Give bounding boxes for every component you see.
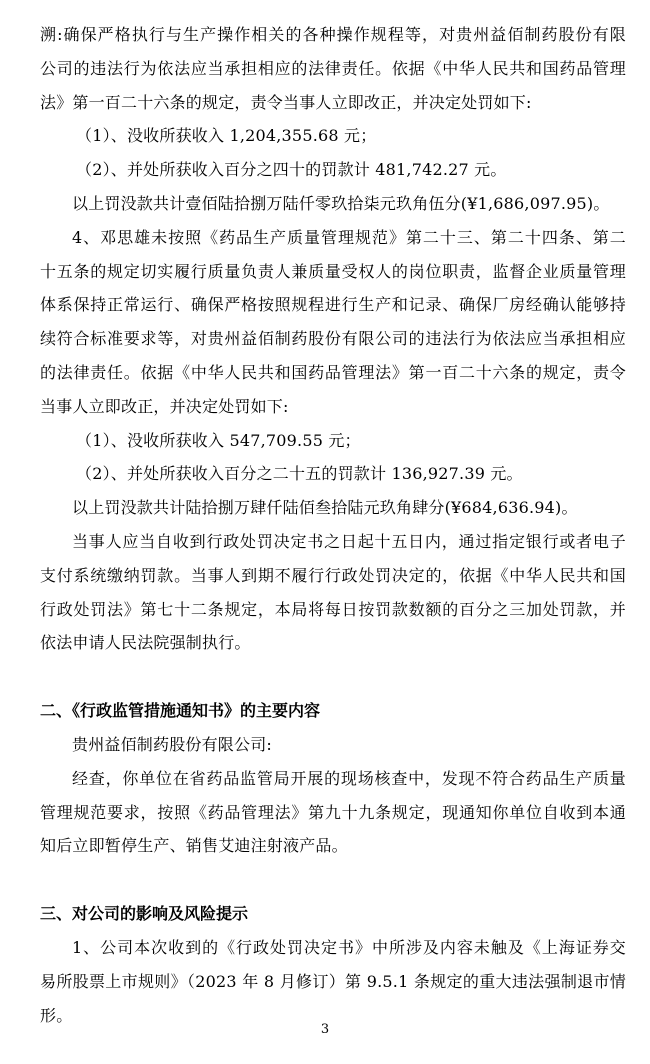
- body-line: 依法申请人民法院强制执行。: [40, 633, 251, 653]
- penalty-item-2: （2）、并处所获收入百分之四十的罚款计 481,742.27 元。: [76, 160, 507, 180]
- section-heading: 三、对公司的影响及风险提示: [40, 904, 249, 924]
- body-line: 经查，你单位在省药品监管局开展的现场核查中，发现不符合药品生产质量: [72, 768, 626, 788]
- body-line: 溯:确保严格执行与生产操作相关的各种操作规程等，对贵州益佰制药股份有限: [40, 25, 626, 44]
- body-line: 1、公司本次收到的《行政处罚决定书》中所涉及内容未触及《上海证券交: [72, 937, 626, 957]
- penalty-total: 以上罚没款共计壹佰陆拾捌万陆仟零玖拾柒元玖角伍分(¥1,686,097.95)。: [72, 193, 610, 213]
- body-line: 体系保持正常运行、确保严格按照规程进行生产和记录、确保厂房经确认能够持: [40, 295, 626, 315]
- page-number: 3: [320, 1022, 330, 1037]
- section-heading: 二、《行政监管措施通知书》的主要内容: [40, 701, 321, 721]
- spacer: [40, 863, 626, 897]
- body-line: 行政处罚法》第七十二条规定，本局将每日按罚款数额的百分之三加处罚款，并: [40, 599, 626, 619]
- spacer: [40, 660, 626, 694]
- body-line: 十五条的规定切实履行质量负责人兼质量受权人的岗位职责，监督企业质量管理: [40, 261, 626, 281]
- body-line: 4、邓思雄未按照《药品生产质量管理规范》第二十三、第二十四条、第二: [72, 227, 626, 247]
- body-line: 易所股票上市规则》（2023 年 8 月修订）第 9.5.1 条规定的重大违法强制退市情: [40, 971, 626, 991]
- body-line: 知后立即暂停生产、销售艾迪注射液产品。: [40, 836, 348, 856]
- body-line: 当事人应当自收到行政处罚决定书之日起十五日内，通过指定银行或者电子: [72, 531, 626, 551]
- body-line: 公司的违法行为依法应当承担相应的法律责任。依据《中华人民共和国药品管理: [40, 58, 626, 78]
- body-line: 形。: [40, 1005, 73, 1025]
- body-line: 的法律责任。依据《中华人民共和国药品管理法》第一百二十六条的规定，责令: [40, 362, 626, 382]
- penalty-item-1: （1）、没收所获收入 547,709.55 元；: [76, 430, 361, 450]
- addressee: 贵州益佰制药股份有限公司:: [72, 734, 272, 754]
- document-page: [40, 18, 626, 1032]
- penalty-total: 以上罚没款共计陆拾捌万肆仟陆佰叁拾陆元玖角肆分(¥684,636.94)。: [72, 498, 578, 518]
- penalty-item-1: （1）、没收所获收入 1,204,355.68 元；: [76, 126, 377, 146]
- body-line: 法》第一百二十六条的规定，责令当事人立即改正，并决定处罚如下:: [40, 92, 532, 112]
- body-line: 支付系统缴纳罚款。当事人到期不履行行政处罚决定的，依据《中华人民共和国: [40, 565, 626, 585]
- body-line: 管理规范要求，按照《药品管理法》第九十九条规定，现通知你单位自收到本通: [40, 802, 626, 822]
- body-line: 续符合标准要求等，对贵州益佰制药股份有限公司的违法行为依法应当承担相应: [40, 329, 626, 349]
- penalty-item-2: （2）、并处所获收入百分之二十五的罚款计 136,927.39 元。: [76, 464, 523, 484]
- body-line: 当事人立即改正，并决定处罚如下:: [40, 396, 289, 416]
